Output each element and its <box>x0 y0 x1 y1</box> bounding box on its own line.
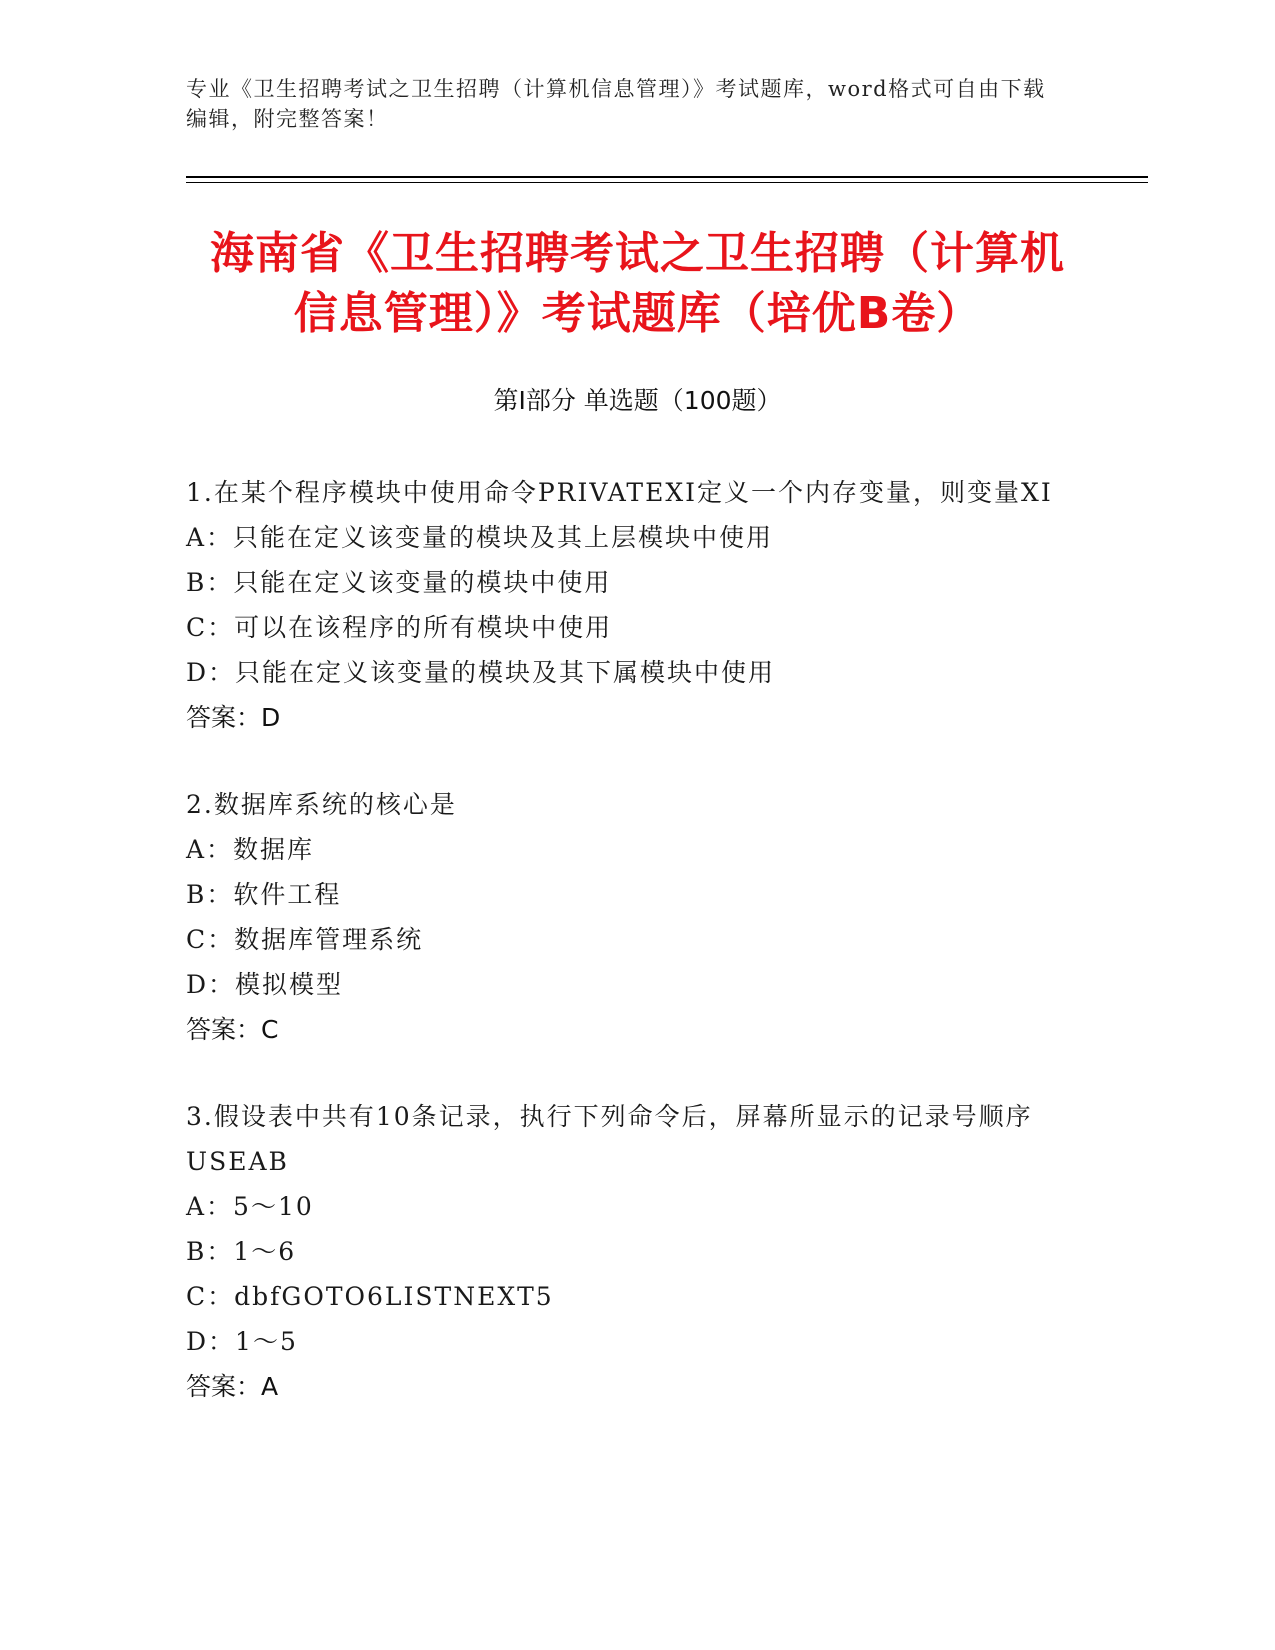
section-heading: 第I部分 单选题（100题） <box>493 386 782 415</box>
option-d: D：模拟模型 <box>186 970 344 999</box>
question-stem: 2.数据库系统的核心是 <box>186 790 457 819</box>
document-title <box>150 224 1125 344</box>
question-stem: 1.在某个程序模块中使用命令PRIVATEXI定义一个内存变量，则变量XI <box>186 478 1053 507</box>
answer: 答案：D <box>186 703 281 732</box>
header-divider-thick <box>186 176 1148 178</box>
document-title-line-1: 海南省《卫生招聘考试之卫生招聘（计算机 <box>210 228 1065 279</box>
option-b: B：只能在定义该变量的模块中使用 <box>186 568 612 597</box>
question-3 <box>186 1094 1086 1409</box>
option-d: D：只能在定义该变量的模块及其下属模块中使用 <box>186 658 776 687</box>
option-b: B：1～6 <box>186 1237 297 1266</box>
question-2 <box>186 782 1086 1052</box>
option-d: D：1～5 <box>186 1327 298 1356</box>
document-title-line-2: 信息管理）》考试题库（培优B卷） <box>293 288 982 339</box>
question-1 <box>186 470 1086 740</box>
question-list <box>186 470 1086 1451</box>
option-c: C：可以在该程序的所有模块中使用 <box>186 613 613 642</box>
option-c: C：数据库管理系统 <box>186 925 424 954</box>
option-b: B：软件工程 <box>186 880 342 909</box>
answer: 答案：C <box>186 1015 279 1044</box>
question-stem: 3.假设表中共有10条记录，执行下列命令后，屏幕所显示的记录号顺序USEAB <box>186 1102 1033 1176</box>
option-a: A：数据库 <box>186 835 315 864</box>
header-note: 专业《卫生招聘考试之卫生招聘（计算机信息管理）》考试题库，word格式可自由下载编辑，附完整答案！ <box>186 77 1046 131</box>
option-c: C：dbfGOTO6LISTNEXT5 <box>186 1282 554 1311</box>
option-a: A：只能在定义该变量的模块及其上层模块中使用 <box>186 523 774 552</box>
header-divider-thin <box>186 182 1148 183</box>
option-a: A：5～10 <box>186 1192 314 1221</box>
answer: 答案：A <box>186 1372 279 1401</box>
